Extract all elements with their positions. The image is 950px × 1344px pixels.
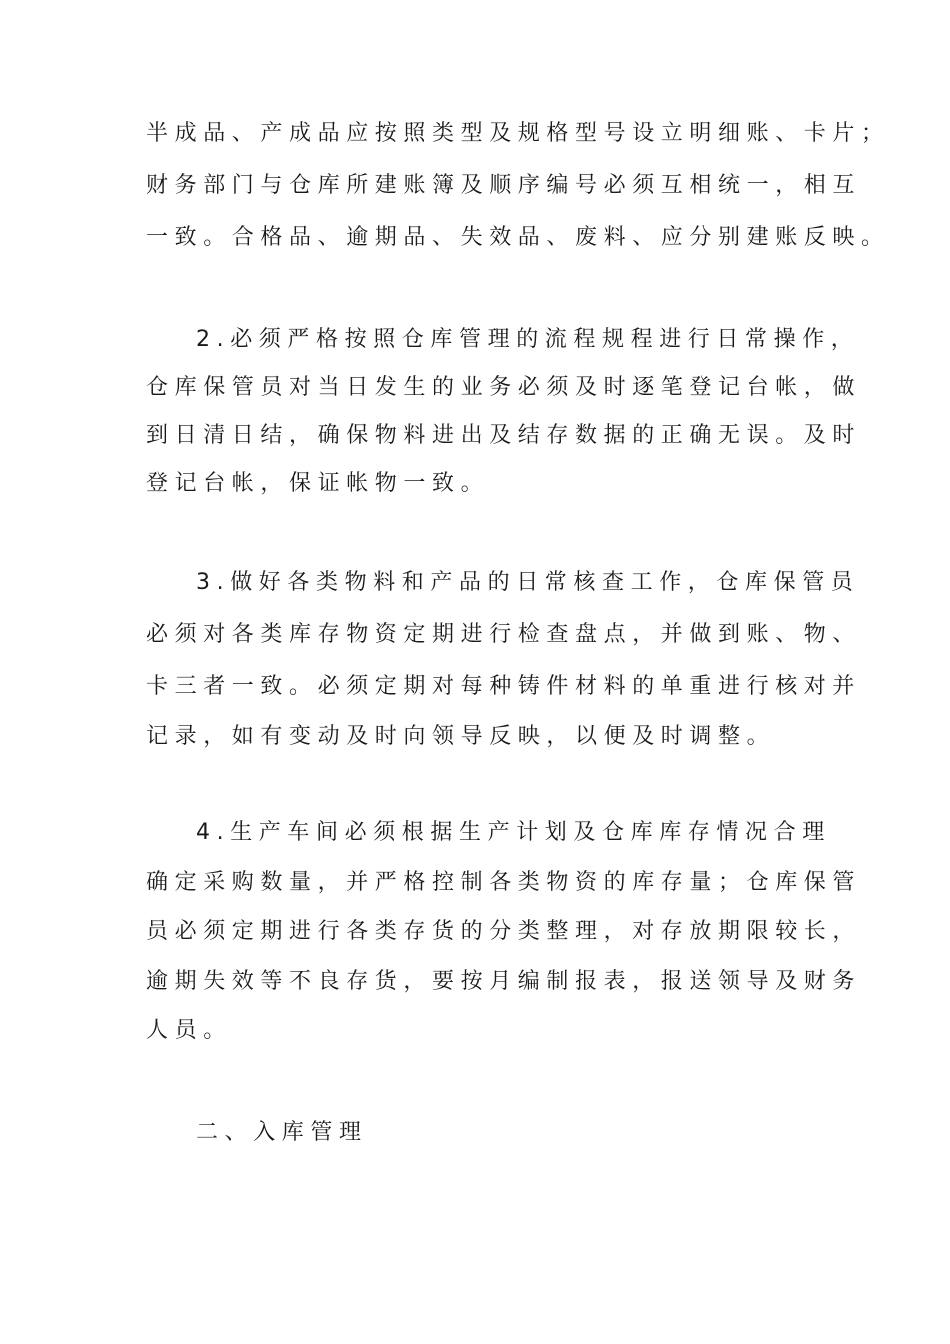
paragraph-3-line-3: 卡三者一致。必须定期对每种铸件材料的单重进行核对并 — [146, 674, 862, 699]
paragraph-1-line-3: 一致。合格品、逾期品、失效品、废料、应分别建账反映。 — [146, 225, 890, 250]
paragraph-2-line-3: 到日清日结，确保物料进出及结存数据的正确无误。及时 — [146, 423, 862, 448]
paragraph-4-line-4: 逾期失效等不良存货，要按月编制报表，报送领导及财务 — [146, 969, 862, 994]
paragraph-4-line-1: 4.生产车间必须根据生产计划及仓库库存情况合理 — [196, 820, 831, 845]
paragraph-3-line-1: 3.做好各类物料和产品的日常核查工作，仓库保管员 — [196, 570, 860, 595]
paragraph-2-line-4: 登记台帐，保证帐物一致。 — [146, 471, 490, 496]
section-heading: 二、入库管理 — [196, 1120, 368, 1145]
paragraph-1-line-2: 财务部门与仓库所建账簿及顺序编号必须互相统一，相互 — [146, 173, 862, 198]
paragraph-3-line-2: 必须对各类库存物资定期进行检查盘点，并做到账、物、 — [146, 622, 862, 647]
paragraph-4-line-5: 人员。 — [146, 1018, 232, 1043]
paragraph-4-line-2: 确定采购数量，并严格控制各类物资的库存量；仓库保管 — [146, 870, 862, 895]
paragraph-2-line-2: 仓库保管员对当日发生的业务必须及时逐笔登记台帐，做 — [146, 375, 862, 400]
paragraph-1-line-1: 半成品、产成品应按照类型及规格型号设立明细账、卡片； — [146, 121, 890, 146]
paragraph-3-line-4: 记录，如有变动及时向领导反映，以便及时调整。 — [146, 724, 776, 749]
paragraph-2-line-1: 2.必须严格按照仓库管理的流程规程进行日常操作， — [196, 327, 860, 352]
paragraph-4-line-3: 员必须定期进行各类存货的分类整理，对存放期限较长， — [146, 919, 862, 944]
